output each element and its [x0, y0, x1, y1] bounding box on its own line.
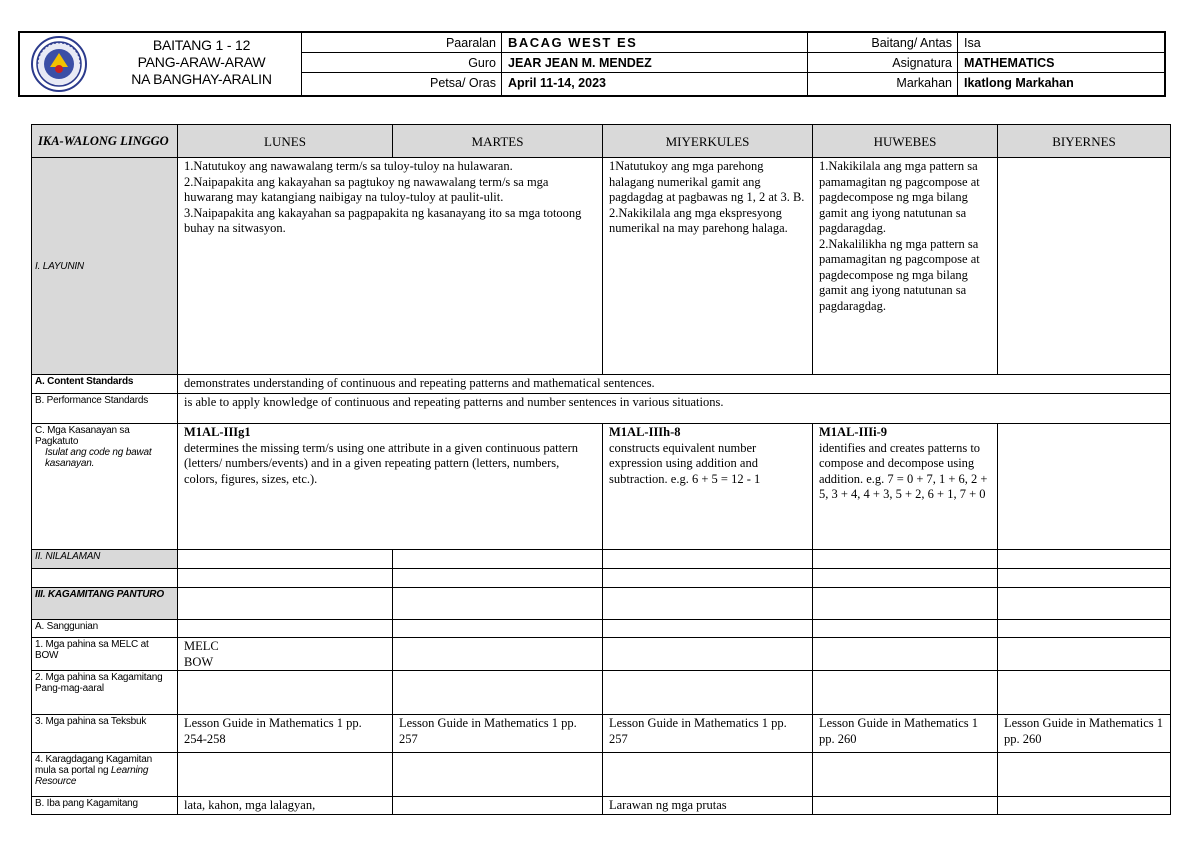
subject-label: Asignatura: [808, 53, 958, 72]
iba-pang-lunes: lata, kahon, mga lalagyan,: [178, 797, 393, 815]
header-row-teacher: [302, 53, 1164, 73]
kagamitan-label: III. KAGAMITANG PANTURO: [32, 588, 178, 620]
title-line-2: PANG-ARAW-ARAW: [137, 54, 266, 70]
day-header-row: [32, 125, 1171, 158]
layunin-row: [32, 158, 1171, 375]
teksbuk-biyernes: Lesson Guide in Mathematics 1 pp. 260: [998, 715, 1171, 753]
kasanayan-row: [32, 424, 1171, 550]
layunin-lunes-martes: [178, 158, 603, 375]
empty-cell: [998, 797, 1171, 815]
plan-title: [102, 33, 302, 95]
empty-cell: [998, 638, 1171, 671]
empty-cell: [813, 569, 998, 588]
teksbuk-lunes: Lesson Guide in Mathematics 1 pp. 254-258: [178, 715, 393, 753]
competency-code: M1AL-IIIg1: [184, 425, 251, 439]
sanggunian-label: A. Sanggunian: [32, 620, 178, 638]
grade-label: Baitang/ Antas: [808, 33, 958, 52]
layunin-item: 3.Naipapakita ang kakayahan sa pagpapakita ng kasanayang ito sa mga totoong buhay na sitwasyon.: [184, 205, 582, 235]
lesson-plan-table: [31, 124, 1171, 815]
empty-cell: [178, 550, 393, 569]
kagamitan-row: [32, 588, 1171, 620]
empty-cell: [603, 638, 813, 671]
kasanayan-huwebes: [813, 424, 998, 550]
empty-cell: [813, 671, 998, 715]
performance-standards-row: [32, 394, 1171, 424]
school-value: BACAG WEST ES: [502, 33, 808, 52]
empty-cell: [178, 753, 393, 797]
iba-pang-row: [32, 797, 1171, 815]
empty-cell: [813, 588, 998, 620]
quarter-label: Markahan: [808, 73, 958, 95]
spacer-row: [32, 569, 1171, 588]
day-header-miyerkules: MIYERKULES: [603, 125, 813, 158]
day-header-martes: MARTES: [393, 125, 603, 158]
teksbuk-label: 3. Mga pahina sa Teksbuk: [32, 715, 178, 753]
empty-cell: [393, 753, 603, 797]
empty-cell: [393, 588, 603, 620]
layunin-item: 2.Nakalilikha ng mga pattern sa pamamagitan ng pagcompose at pagdecompose ng mga bilang gamit ang iyong natutunan sa pagdaragdag.: [819, 236, 980, 313]
content-standards-label: A. Content Standards: [32, 375, 178, 394]
layunin-item: 2.Naipapakita ang kakayahan sa pagtukoy ng nawawalang term/s sa mga huwarang may katangiang naibigay na tuloy-tuloy at paulit-ulit.: [184, 174, 549, 204]
seal-icon: [20, 33, 92, 93]
melc-row: [32, 638, 1171, 671]
date-value: April 11-14, 2023: [502, 73, 808, 95]
empty-cell: [603, 620, 813, 638]
deped-seal-logo: [20, 33, 102, 95]
day-header-biyernes: BIYERNES: [998, 125, 1171, 158]
empty-cell: [178, 569, 393, 588]
teacher-label: Guro: [302, 53, 502, 72]
nilalaman-row: [32, 550, 1171, 569]
empty-cell: [998, 550, 1171, 569]
kasanayan-sublabel: Isulat ang code ng bawat kasanayan.: [45, 447, 152, 469]
layunin-item: 1Natutukoy ang mga parehong halagang numerikal gamit ang pagdagdag at pagbawas ng 1, 2 at 3. B.: [609, 159, 805, 204]
sanggunian-row: [32, 620, 1171, 638]
pahina-kagamitan-row: [32, 671, 1171, 715]
layunin-label: I. LAYUNIN: [32, 158, 178, 375]
empty-cell: [393, 638, 603, 671]
empty-cell: [813, 550, 998, 569]
quarter-value: Ikatlong Markahan: [964, 76, 1074, 90]
empty-cell: [393, 797, 603, 815]
form-header: [18, 31, 1166, 97]
empty-cell: [178, 620, 393, 638]
pahina-kagamitan-label: 2. Mga pahina sa Kagamitang Pang-mag-aaral: [32, 671, 178, 715]
teksbuk-miyerkules: Lesson Guide in Mathematics 1 pp. 257: [603, 715, 813, 753]
empty-cell: [603, 588, 813, 620]
layunin-huwebes: [813, 158, 998, 375]
karagdagang-label-cell: [32, 753, 178, 797]
layunin-item: 2.Nakikilala ang mga ekspresyong numerikal na may parehong halaga.: [609, 205, 788, 235]
layunin-biyernes: [998, 158, 1171, 375]
empty-cell: [998, 753, 1171, 797]
empty-cell: [813, 797, 998, 815]
iba-pang-miyerkules: Larawan ng mga prutas: [603, 797, 813, 815]
kasanayan-label: C. Mga Kasanayan sa Pagkatuto: [35, 425, 130, 447]
kasanayan-biyernes: [998, 424, 1171, 550]
empty-cell: [178, 671, 393, 715]
karagdagang-row: [32, 753, 1171, 797]
empty-cell: [393, 569, 603, 588]
empty-cell: [393, 620, 603, 638]
grade-value: Isa: [964, 36, 981, 50]
competency-code: M1AL-IIIh-8: [609, 425, 681, 439]
karagdagang-label-italic: Learning Resource: [35, 765, 149, 787]
competency-text: identifies and creates patterns to compose and decompose using addition. e.g. 7 = 0 + 7, 1 + 6, 2 + 5, 3 + 4, 4 + 3, 5 + 2, 6 + 1, 7 + 0: [819, 440, 988, 501]
layunin-miyerkules: [603, 158, 813, 375]
karagdagang-label: 4. Karagdagang Kagamitan mula sa portal ng: [35, 754, 152, 776]
subject-value: MATHEMATICS: [964, 56, 1055, 70]
empty-cell: [998, 569, 1171, 588]
empty-cell: [603, 671, 813, 715]
school-label: Paaralan: [302, 33, 502, 52]
empty-cell: [393, 550, 603, 569]
teksbuk-martes: Lesson Guide in Mathematics 1 pp. 257: [393, 715, 603, 753]
melc-lunes: MELC BOW: [178, 638, 393, 671]
competency-code: M1AL-IIIi-9: [819, 425, 888, 439]
day-header-huwebes: HUWEBES: [813, 125, 998, 158]
melc-label: 1. Mga pahina sa MELC at BOW: [32, 638, 178, 671]
empty-cell: [813, 620, 998, 638]
empty-cell: [178, 588, 393, 620]
title-line-3: NA BANGHAY-ARALIN: [131, 71, 272, 87]
empty-cell: [32, 569, 178, 588]
empty-cell: [603, 569, 813, 588]
performance-standards-label: B. Performance Standards: [32, 394, 178, 424]
day-header-lunes: LUNES: [178, 125, 393, 158]
empty-cell: [998, 588, 1171, 620]
performance-standards-text: is able to apply knowledge of continuous and repeating patterns and number sentences in various situations.: [178, 394, 1171, 424]
title-line-1: BAITANG 1 - 12: [152, 37, 251, 53]
date-label: Petsa/ Oras: [302, 73, 502, 95]
header-row-date: [302, 73, 1164, 95]
empty-cell: [393, 671, 603, 715]
empty-cell: [813, 753, 998, 797]
empty-cell: [603, 753, 813, 797]
iba-pang-label: B. Iba pang Kagamitang: [32, 797, 178, 815]
header-row-school: [302, 33, 1164, 53]
kasanayan-miyerkules: [603, 424, 813, 550]
content-standards-row: [32, 375, 1171, 394]
competency-text: constructs equivalent number expression using addition and subtraction. e.g. 6 + 5 = 12 - 1: [609, 440, 761, 486]
content-standards-text: demonstrates understanding of continuous and repeating patterns and mathematical sentences.: [178, 375, 1171, 394]
header-info-grid: [302, 33, 1164, 95]
week-label: IKA-WALONG LINGGO: [32, 125, 178, 158]
empty-cell: [998, 671, 1171, 715]
empty-cell: [603, 550, 813, 569]
layunin-item: 1.Natutukoy ang nawawalang term/s sa tuloy-tuloy na hulawaran.: [184, 159, 513, 173]
nilalaman-label: II. NILALAMAN: [32, 550, 178, 569]
kasanayan-label-cell: [32, 424, 178, 550]
empty-cell: [813, 638, 998, 671]
competency-text: determines the missing term/s using one attribute in a given continuous pattern (letters/ numbers/events) and in a given repeating pattern (letters, numbers, colors, figures, sizes, etc.).: [184, 440, 579, 486]
teksbuk-huwebes: Lesson Guide in Mathematics 1 pp. 260: [813, 715, 998, 753]
teacher-value: JEAR JEAN M. MENDEZ: [502, 53, 808, 72]
empty-cell: [998, 620, 1171, 638]
layunin-item: 1.Nakikilala ang mga pattern sa pamamagitan ng pagcompose at pagdecompose ng mga bilang gamit ang iyong natutunan sa pagdaragdag.: [819, 159, 980, 235]
teksbuk-row: [32, 715, 1171, 753]
kasanayan-lunes-martes: [178, 424, 603, 550]
